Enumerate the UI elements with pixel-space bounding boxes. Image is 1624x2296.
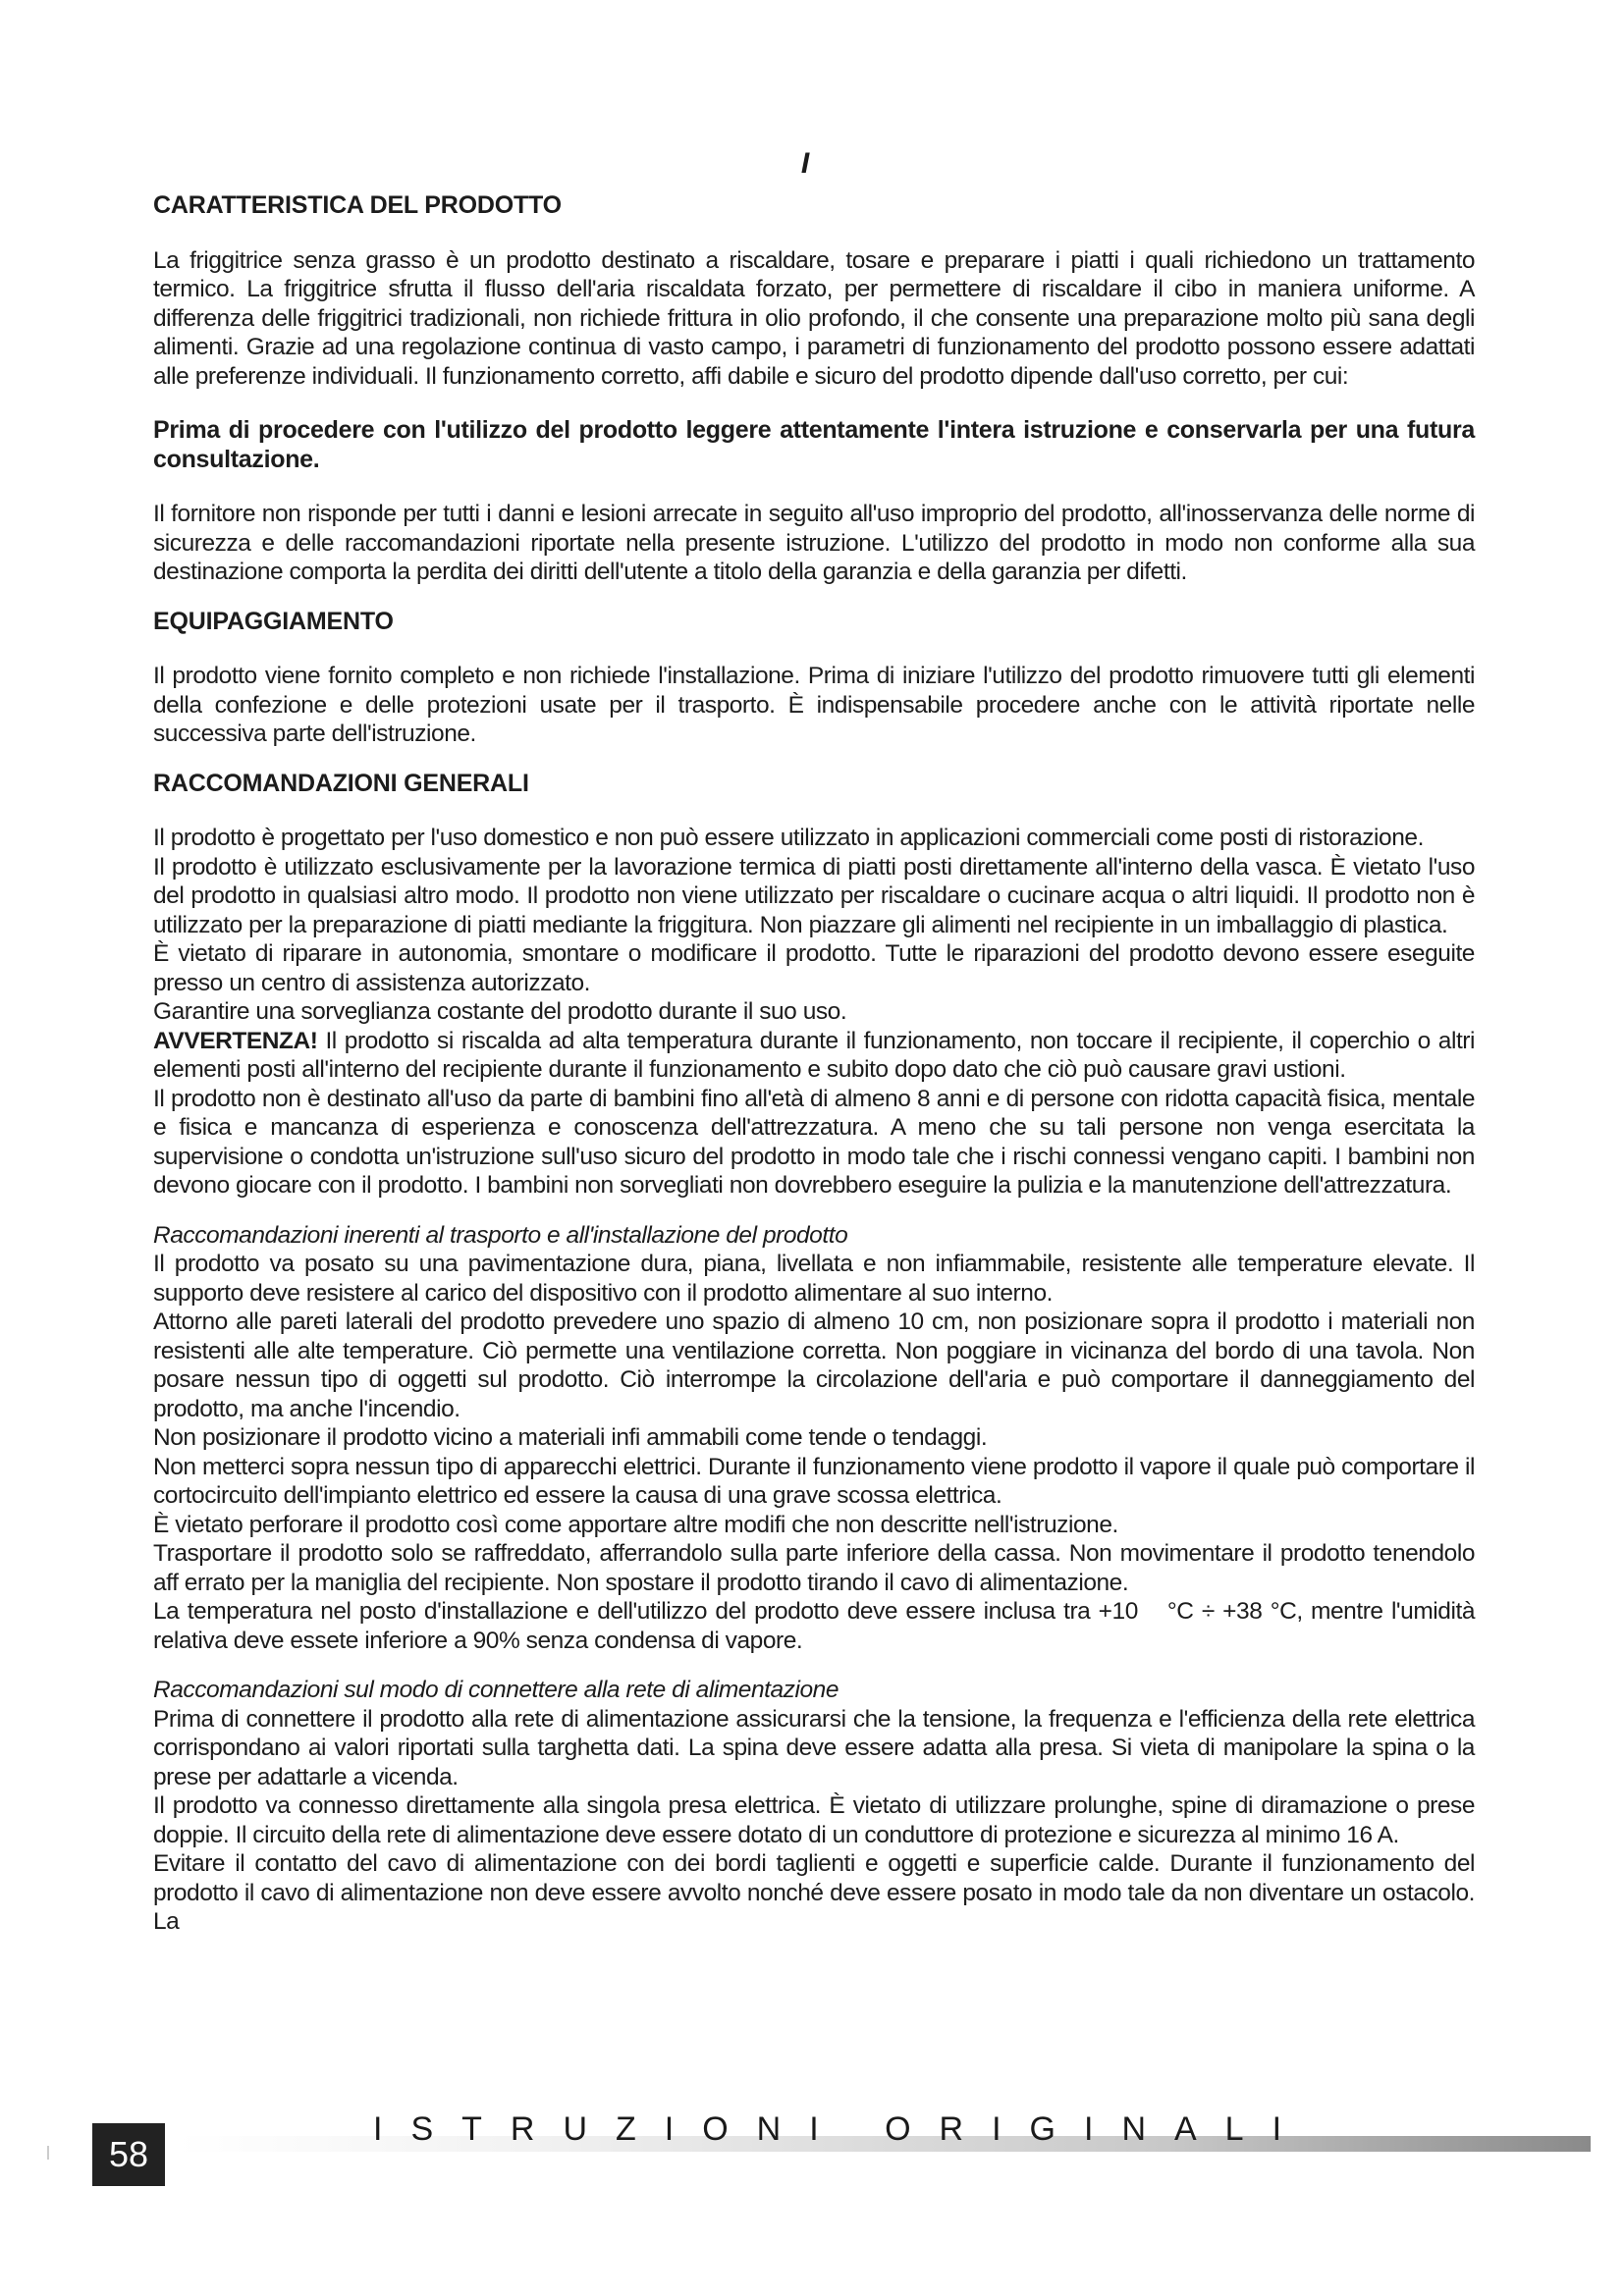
subheading-power: Raccomandazioni sul modo di connettere alla rete di alimentazione (153, 1677, 839, 1703)
section-heading-general: RACCOMANDAZIONI GENERALI (153, 769, 529, 797)
general-line-4: Garantire una sorveglianza costante del prodotto durante il suo uso. (153, 998, 847, 1025)
general-line-1: Il prodotto è progettato per l'uso domestico e non può essere utilizzato in applicazioni commerciali come posti di ristorazione. (153, 825, 1424, 851)
footer-title: ISTRUZIONI ORIGINALI (373, 2110, 1311, 2148)
equipment-paragraph: Il prodotto viene fornito completo e non richiede l'installazione. Prima di iniziare l'utilizzo del prodotto rimuovere tutti gli elementi della confezione e delle protezioni usate per il trasporto. È indispensabile procedere anche con le attività riportate nelle successiva parte dell'istruzione. (153, 663, 1475, 747)
section-heading-equipment: EQUIPAGGIAMENTO (153, 607, 394, 635)
warning-label: AVVERTENZA! (153, 1027, 318, 1054)
power-line-3: Evitare il contatto del cavo di alimentazione con dei bordi taglienti e oggetti e superficie calde. Durante il funzionamento del prodotto il cavo di alimentazione non deve essere avvolto nonché deve essere posato in modo tale da non diventare un ostacolo. La (153, 1850, 1475, 1935)
transport-line-1: Il prodotto va posato su una pavimentazione dura, piana, livellata e non infiammabile, resistente alle temperature elevate. Il supporto deve resistere al carico del dispositivo con il prodotto alimentare al suo interno. (153, 1251, 1475, 1307)
document-body (153, 191, 1475, 1937)
transport-temperature-line (153, 1597, 1475, 1655)
general-line-2: Il prodotto è utilizzato esclusivamente per la lavorazione termica di piatti posti direttamente all'interno della vasca. È vietato l'uso del prodotto in qualsiasi altro modo. Il prodotto non viene utilizzato per riscaldare o cucinare acqua o altri liquidi. Il prodotto non è utilizzato per la preparazione di piatti mediante la friggitura. Non piazzare gli alimenti nel recipiente in un imballaggio di plastica. (153, 853, 1475, 938)
language-mark: I (800, 147, 810, 180)
temperature-text-a: La temperatura nel posto d'installazione e dell'utilizzo del prodotto deve essere inclusa tra +10 (153, 1598, 1138, 1625)
power-line-1: Prima di connettere il prodotto alla rete di alimentazione assicurarsi che la tensione, la frequenza e l'efficienza della rete elettrica corrispondano ai valori riportati sulla targhetta dati. La spina deve essere adatta alla presa. Si vieta di manipolare la spina o la prese per adattarle a vicenda. (153, 1705, 1475, 1790)
footer-tick (47, 2146, 49, 2160)
general-warning-paragraph (153, 1027, 1475, 1085)
transport-line-5: È vietato perforare il prodotto così come apportare altre modifi che non descritte nell'istruzione. (153, 1511, 1118, 1538)
general-line-3: È vietato di riparare in autonomia, smontare o modificare il prodotto. Tutte le riparazioni del prodotto devono essere eseguite presso un centro di assistenza autorizzato. (153, 940, 1475, 996)
section-heading-product: CARATTERISTICA DEL PRODOTTO (153, 191, 562, 219)
transport-line-6: Trasportare il prodotto solo se raffreddato, afferrandolo sulla parte inferiore della cassa. Non movimentare il prodotto tenendolo aff errato per la maniglia del recipiente. Non spostare il prodotto tirando il cavo di alimentazione. (153, 1540, 1475, 1596)
subheading-transport: Raccomandazioni inerenti al trasporto e all'installazione del prodotto (153, 1221, 848, 1249)
transport-line-2: Attorno alle pareti laterali del prodotto prevedere uno spazio di almeno 10 cm, non posizionare sopra il prodotto i materiali non resistenti alle alte temperature. Ciò permette una ventilazione corretta. Non poggiare in vicinanza del bordo di una tavola. Non posare nessun tipo di oggetti sul prodotto. Ciò interrompe la circolazione dell'aria e può comportare il danneggiamento del prodotto, ma anche l'incendio. (153, 1308, 1475, 1422)
transport-line-4: Non metterci sopra nessun tipo di apparecchi elettrici. Durante il funzionamento viene prodotto il vapore il quale può comportare il cortocircuito dell'impianto elettrico ed essere la causa di una grave scossa elettrica. (153, 1453, 1475, 1509)
general-line-6: Il prodotto non è destinato all'uso da parte di bambini fino all'età di almeno 8 anni e di persone con ridotta capacità fisica, mentale e fisica e mancanza di esperienza e conoscenza dell'attrezzatura. A meno che su tali persone non venga esercitata la supervisione o condotta un'istruzione sull'uso sicuro del prodotto in modo tale che i rischi connessi vengano capiti. I bambini non devono giocare con il prodotto. I bambini non sorvegliati non dovrebbero eseguire la pulizia e la manutenzione dell'attrezzatura. (153, 1085, 1475, 1199)
product-paragraph-2: Il fornitore non risponde per tutti i danni e lesioni arrecate in seguito all'uso improprio del prodotto, all'inosservanza delle norme di sicurezza e delle raccomandazioni riportate nella presente istruzione. L'utilizzo del prodotto in modo non conforme alla sua destinazione comporta la perdita dei diritti dell'utente a titolo della garanzia e della garanzia per difetti. (153, 501, 1475, 585)
read-instructions-warning: Prima di procedere con l'utilizzo del prodotto leggere attentamente l'intera istruzione e conservarla per una futura consultazione. (153, 416, 1475, 473)
page-number: 58 (92, 2123, 165, 2186)
temperature-text-b: °C ÷ +38 °C, mentre l'umidità relativa deve essete inferiore a 90% senza condensa di vapore. (153, 1598, 1475, 1654)
power-line-2: Il prodotto va connesso direttamente alla singola presa elettrica. È vietato di utilizzare prolunghe, spine di diramazione o prese doppie. Il circuito della rete di alimentazione deve essere dotato di un conduttore di protezione e sicurezza al minimo 16 A. (153, 1792, 1475, 1848)
transport-line-3: Non posizionare il prodotto vicino a materiali infi ammabili come tende o tendaggi. (153, 1424, 988, 1451)
product-paragraph-1: La friggitrice senza grasso è un prodotto destinato a riscaldare, tosare e preparare i piatti i quali richiedono un trattamento termico. La friggitrice sfrutta il flusso dell'aria riscaldata forzato, per permettere di riscaldare il cibo in maniera uniforme. A differenza delle friggitrici tradizionali, non richiede frittura in olio profondo, il che consente una preparazione molto più sana degli alimenti. Grazie ad una regolazione continua di vasto campo, i parametri di funzionamento del prodotto possono essere adattati alle preferenze individuali. Il funzionamento corretto, affi dabile e sicuro del prodotto dipende dall'uso corretto, per cui: (153, 246, 1475, 390)
warning-text: Il prodotto si riscalda ad alta temperatura durante il funzionamento, non toccare il recipiente, il coperchio o altri elementi posti all'interno del recipiente durante il funzionamento e subito dopo dato che ciò può causare gravi ustioni. (153, 1027, 1475, 1083)
